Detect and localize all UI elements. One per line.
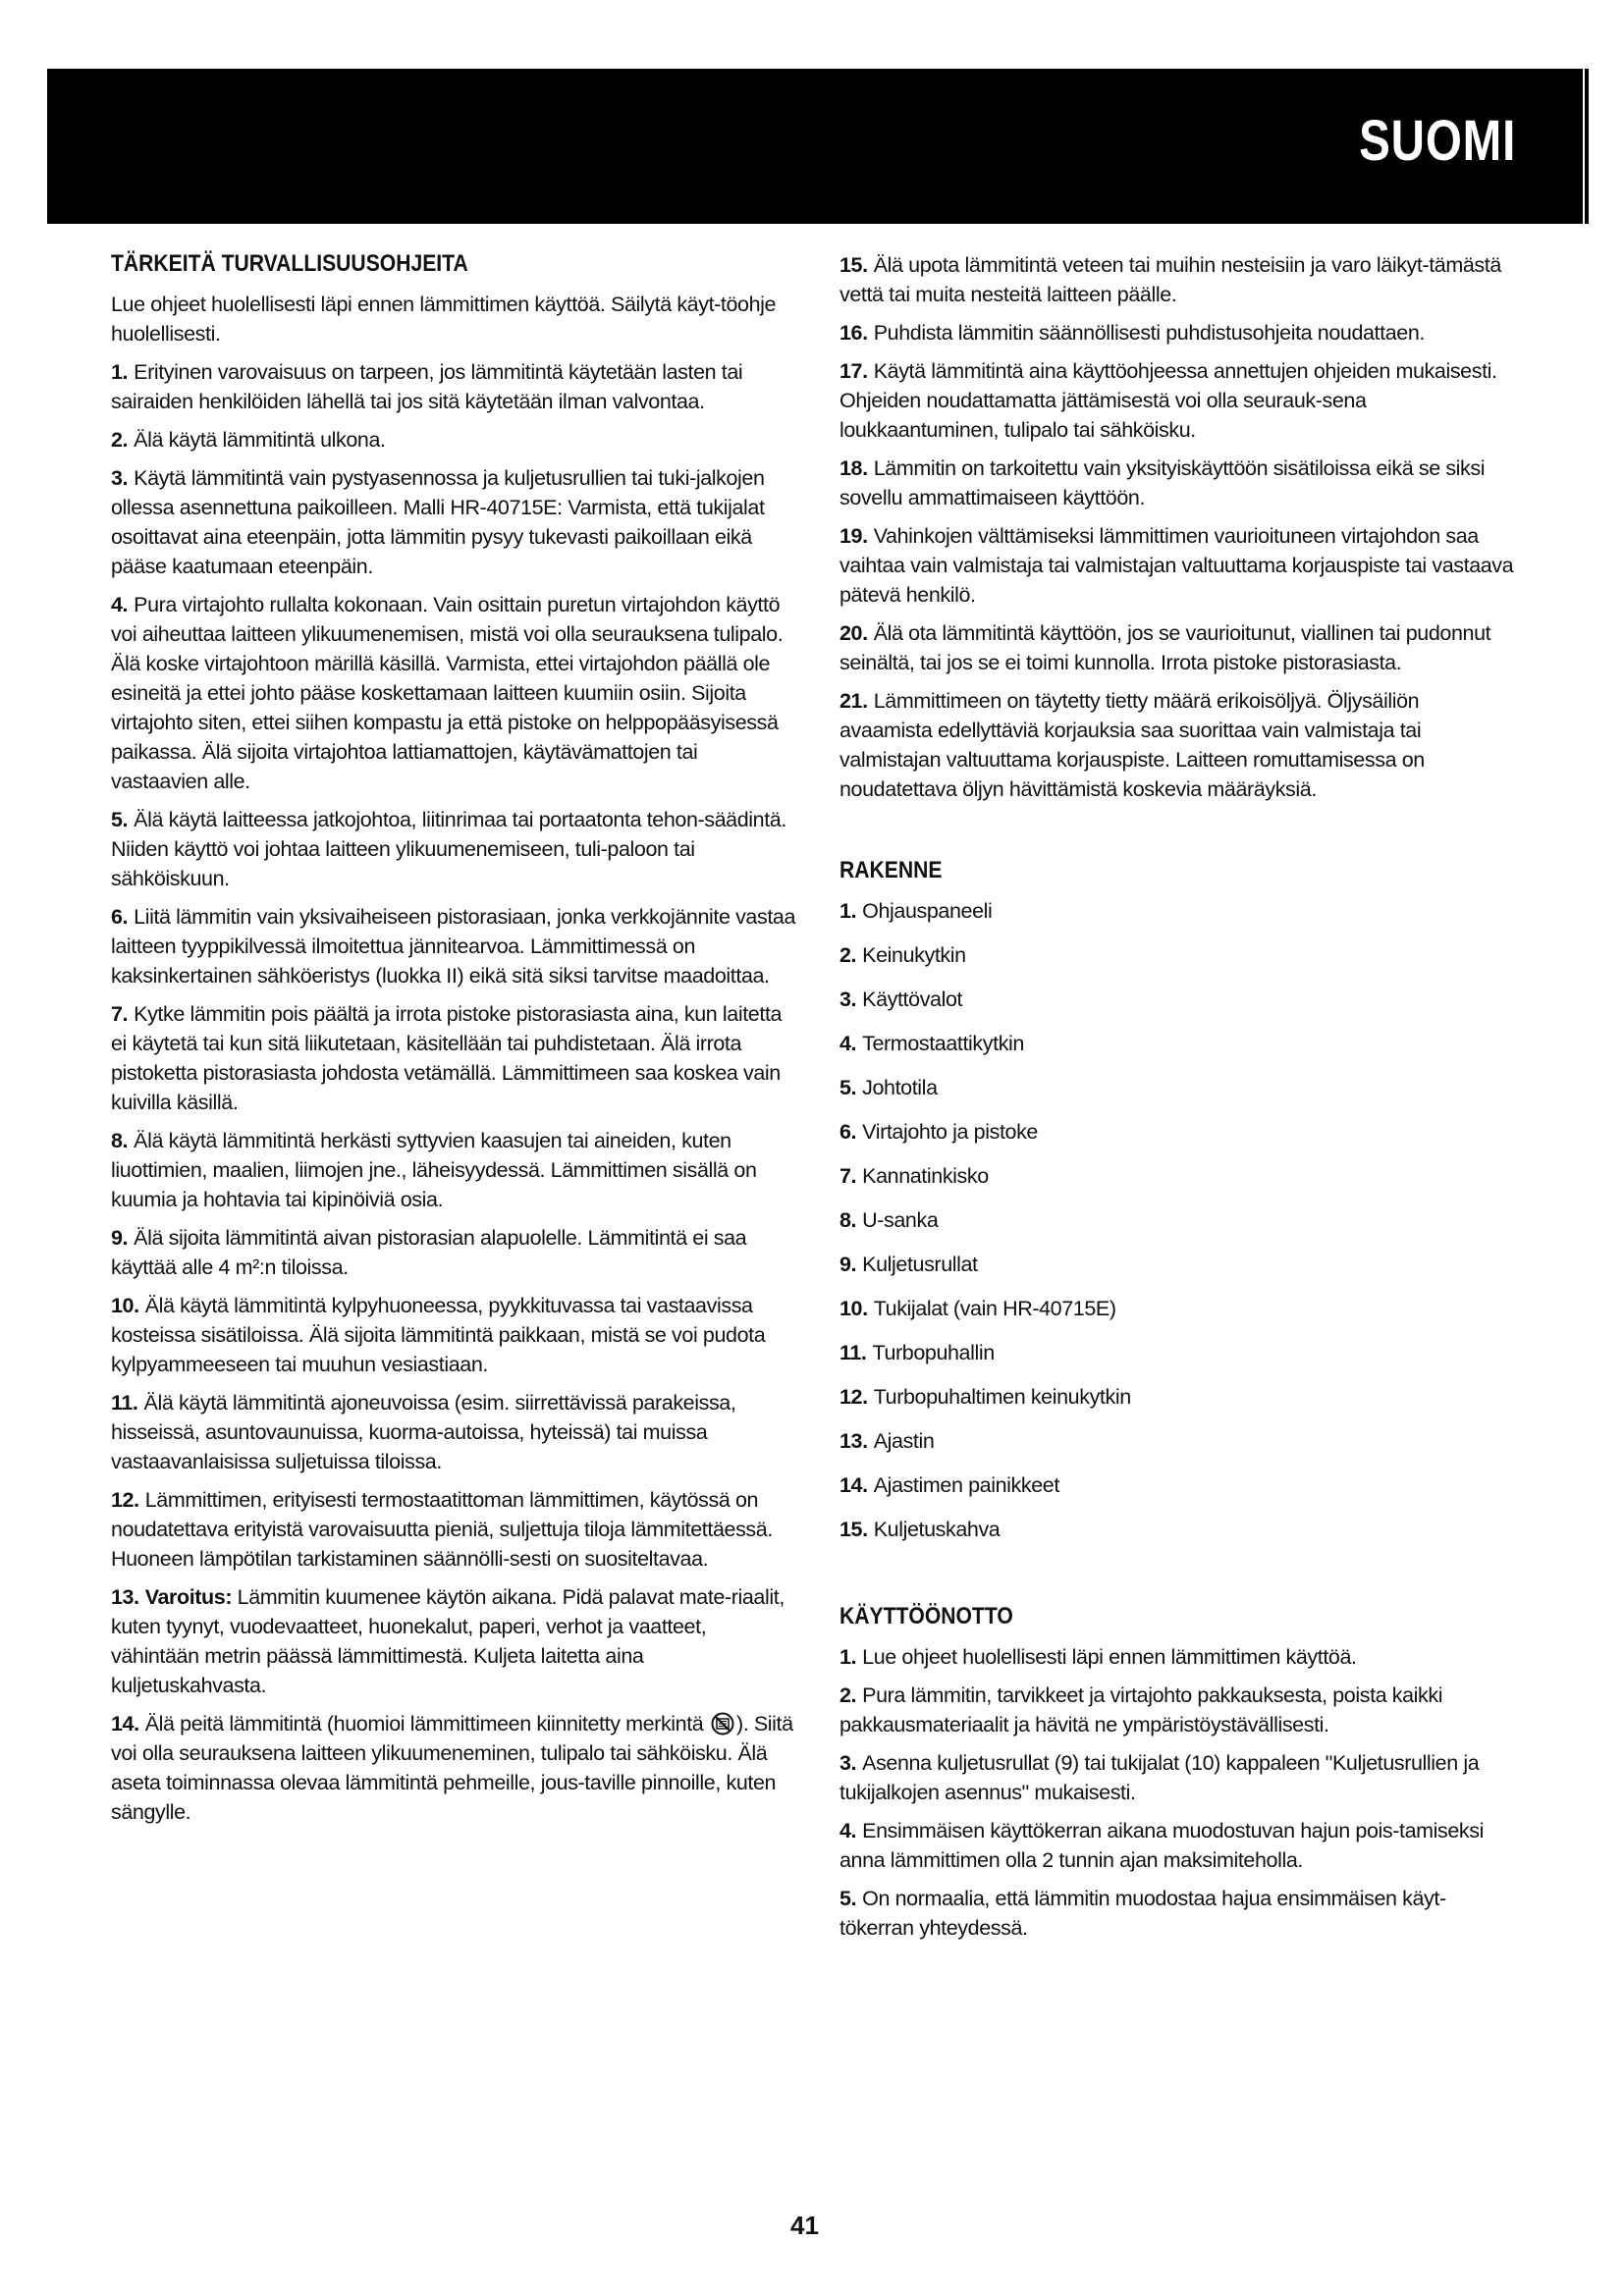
item-text: Pura lämmitin, tarvikkeet ja virtajohto pakkauksesta, poista kaikki pakkausmateriaalit ja hävitä ne ympäristöystävällisesti. xyxy=(839,1683,1443,1736)
item-text: Turbopuhallin xyxy=(872,1341,995,1364)
structure-item-3 xyxy=(839,985,1517,1014)
safety-item-3 xyxy=(111,463,798,581)
safety-item-12 xyxy=(111,1485,798,1574)
item-text: Lämmittimeen on täytetty tietty määrä erikoisöljyä. Öljysäiliön avaamista edellyttäviä korjauksia saa suorittaa vain valmistaja tai valmistajan valtuuttama korjauspiste. Laitteen romuttamisessa on noudatettava öljyn hävittämistä koskevia määräyksiä. xyxy=(839,689,1425,801)
item-text: Kuljetuskahva xyxy=(873,1518,1001,1541)
item-text: Älä sijoita lämmitintä aivan pistorasian alapuolelle. Lämmitintä ei saa käyttää alle 4 m²:n tiloissa. xyxy=(111,1226,747,1279)
structure-item-5 xyxy=(839,1073,1517,1102)
safety-item-19 xyxy=(839,521,1517,610)
section-spacer xyxy=(839,1559,1517,1603)
item-number: 5. xyxy=(839,1887,857,1910)
item-number: 8. xyxy=(839,1208,857,1232)
item-text: Älä käytä lämmitintä kylpyhuoneessa, pyykkituvassa tai vastaavissa kosteissa sisätiloissa. Älä sijoita lämmitintä paikkaan, mistä se voi pudota kylpyammeeseen tai muuhun vesiastiaan. xyxy=(111,1294,766,1376)
item-text: Asenna kuljetusrullat (9) tai tukijalat (10) kappaleen "Kuljetusrullien ja tukijalkojen asennus" mukaisesti. xyxy=(839,1751,1480,1804)
item-text: Tukijalat (vain HR-40715E) xyxy=(873,1297,1116,1320)
item-number: 7. xyxy=(111,1002,129,1026)
item-number: 3. xyxy=(839,1751,857,1775)
item-number: 16. xyxy=(839,321,868,345)
setup-item-4 xyxy=(839,1816,1517,1875)
item-text: Ensimmäisen käyttökerran aikana muodostuvan hajun pois-tamiseksi anna lämmittimen olla 2 tunnin ajan maksimiteholla. xyxy=(839,1819,1484,1872)
item-number: 13. xyxy=(839,1429,868,1453)
safety-item-15 xyxy=(839,250,1517,309)
item-number: 12. xyxy=(839,1385,868,1409)
setup-item-1 xyxy=(839,1642,1517,1672)
item-number: 1. xyxy=(111,360,129,384)
item-text: Puhdista lämmitin säännöllisesti puhdistusohjeita noudattaen. xyxy=(873,321,1425,345)
item-text: Käytä lämmitintä aina käyttöohjeessa annettujen ohjeiden mukaisesti. Ohjeiden noudattamatta jättämisestä voi olla seurauk-sena loukkaantuminen, tulipalo tai sähköisku. xyxy=(839,359,1497,442)
item-number: 9. xyxy=(839,1253,857,1276)
item-text: Kannatinkisko xyxy=(862,1164,989,1188)
item-text: Virtajohto ja pistoke xyxy=(862,1120,1038,1144)
item-number: 1. xyxy=(839,899,857,923)
item-number: 5. xyxy=(111,808,129,831)
structure-item-14 xyxy=(839,1470,1517,1500)
header-bar xyxy=(47,69,1583,224)
item-number: 8. xyxy=(111,1129,129,1152)
item-text: Pura virtajohto rullalta kokonaan. Vain osittain puretun virtajohdon käyttö voi aiheuttaa laitteen ylikuumenemisen, mistä voi olla seurauksena tulipalo. Älä koske virtajohtoon märillä käsillä. Varmista, ettei virtajohdon päällä ole esineitä ja ettei johto pääse koskettamaan laitteen kuumiin osiin. Sijoita virtajohto siten, ettei siihen kompastu ja että pistoke on helppopääsyisessä paikassa. Älä sijoita virtajohtoa lattiamattojen, käytävämattojen tai vastaavien alle. xyxy=(111,593,784,793)
item-number: 14. xyxy=(111,1712,139,1735)
item-text: Erityinen varovaisuus on tarpeen, jos lämmitintä käytetään lasten tai sairaiden henkilöiden lähellä tai jos sitä käytetään ilman valvontaa. xyxy=(111,360,743,413)
item-number: 11. xyxy=(111,1391,138,1415)
item-text: Lämmitin kuumenee käytön aikana. Pidä palavat mate-riaalit, kuten tyynyt, vuodevaatteet, huonekalut, paperi, verhot ja vaatteet, vähintään metrin päässä lämmittimestä. Kuljeta laitetta aina kuljetuskahvasta. xyxy=(111,1585,785,1697)
setup-item-5 xyxy=(839,1884,1517,1943)
item-number: 3. xyxy=(111,466,129,490)
structure-item-6 xyxy=(839,1117,1517,1147)
item-number: 2. xyxy=(111,428,129,452)
right-column xyxy=(839,250,1517,1951)
safety-heading: TÄRKEITÄ TURVALLISUUSOHJEITA xyxy=(111,250,468,277)
safety-item-14 xyxy=(111,1709,798,1827)
item-text: Käyttövalot xyxy=(862,988,963,1011)
safety-item-8 xyxy=(111,1126,798,1214)
item-text: Johtotila xyxy=(862,1076,938,1099)
item-number: 4. xyxy=(839,1032,857,1055)
item-text: Turbopuhaltimen keinukytkin xyxy=(873,1385,1131,1409)
page-number: 41 xyxy=(790,2211,819,2240)
item-text: Keinukytkin xyxy=(862,943,966,967)
item-number: 2. xyxy=(839,1683,857,1707)
item-text: Käytä lämmitintä vain pystyasennossa ja kuljetusrullien tai tuki-jalkojen ollessa asennettuna paikoilleen. Malli HR-40715E: Varmista, että tukijalat osoittavat aina eteenpäin, jotta lämmitin pysyy tukevasti paikoillaan eikä pääse kaatumaan eteenpäin. xyxy=(111,466,765,578)
item-number: 15. xyxy=(839,253,868,277)
left-column xyxy=(111,250,798,1836)
setup-heading: KÄYTTÖÖNOTTO xyxy=(839,1603,1013,1629)
safety-item-7 xyxy=(111,999,798,1117)
item-text: Vahinkojen välttämiseksi lämmittimen vaurioituneen virtajohdon saa vaihtaa vain valmistaja tai valmistajan valtuuttama korjauspiste tai vastaava pätevä henkilö. xyxy=(839,524,1514,607)
item-text-cont: ). Siitä voi olla seurauksena laitteen ylikuumeneminen, tulipalo tai sähköisku. Älä aseta toiminnassa olevaa lämmitintä pehmeille, jous-taville pinnoille, kuten sängylle. xyxy=(111,1712,793,1824)
item-number: 10. xyxy=(839,1297,868,1320)
item-number: 7. xyxy=(839,1164,857,1188)
structure-item-13 xyxy=(839,1426,1517,1456)
item-number: 9. xyxy=(111,1226,129,1250)
safety-item-4 xyxy=(111,590,798,796)
item-number: 20. xyxy=(839,621,868,645)
safety-item-9 xyxy=(111,1223,798,1282)
item-text: Lue ohjeet huolellisesti läpi ennen lämmittimen käyttöä. xyxy=(862,1645,1357,1669)
item-number: 17. xyxy=(839,359,868,383)
item-text: U-sanka xyxy=(862,1208,939,1232)
item-number: 11. xyxy=(839,1341,867,1364)
header-edge-rule xyxy=(1585,69,1589,224)
warning-label: Varoitus: xyxy=(144,1585,233,1609)
item-number: 10. xyxy=(111,1294,139,1317)
item-number: 13. xyxy=(111,1585,139,1609)
item-text: Ajastimen painikkeet xyxy=(873,1473,1059,1497)
setup-item-2 xyxy=(839,1681,1517,1739)
item-number: 5. xyxy=(839,1076,857,1099)
item-text: Älä käytä lämmitintä ulkona. xyxy=(134,428,386,452)
item-text: Älä käytä lämmitintä herkästi syttyvien kaasujen tai aineiden, kuten liuottimien, maalien, liimojen jne., läheisyydessä. Lämmittimen sisällä on kuumia ja hohtavia tai kipinöiviä osia. xyxy=(111,1129,757,1211)
safety-item-1 xyxy=(111,357,798,416)
item-text: Ohjauspaneeli xyxy=(862,899,993,923)
safety-intro: Lue ohjeet huolellisesti läpi ennen lämmittimen käyttöä. Säilytä käyt-töohje huolellisesti. xyxy=(111,293,777,346)
item-number: 19. xyxy=(839,524,868,548)
item-text: Älä peitä lämmitintä (huomioi lämmittimeen kiinnitetty merkintä xyxy=(144,1712,709,1735)
structure-item-1 xyxy=(839,896,1517,926)
item-text: Lämmittimen, erityisesti termostaatittoman lämmittimen, käytössä on noudatettava erityistä varovaisuutta pieniä, suljettuja tiloja lämmitettäessä. Huoneen lämpötilan tarkistaminen säännölli-sesti on suositeltavaa. xyxy=(111,1488,773,1571)
item-number: 2. xyxy=(839,943,857,967)
item-text: Ajastin xyxy=(873,1429,935,1453)
item-text: Älä ota lämmitintä käyttöön, jos se vaurioitunut, viallinen tai pudonnut seinältä, tai jos se ei toimi kunnolla. Irrota pistoke pistorasiasta. xyxy=(839,621,1491,674)
safety-item-10 xyxy=(111,1291,798,1379)
safety-item-20 xyxy=(839,618,1517,677)
item-number: 4. xyxy=(111,593,129,616)
safety-item-16 xyxy=(839,318,1517,347)
setup-item-3 xyxy=(839,1748,1517,1807)
item-number: 6. xyxy=(839,1120,857,1144)
item-text: Älä upota lämmitintä veteen tai muihin nesteisiin ja varo läikyt-tämästä vettä tai muita nesteitä laitteen päälle. xyxy=(839,253,1501,306)
item-text: Lämmitin on tarkoitettu vain yksityiskäyttöön sisätiloissa eikä se siksi sovellu ammattimaiseen käyttöön. xyxy=(839,456,1486,509)
structure-item-11 xyxy=(839,1338,1517,1367)
safety-item-13 xyxy=(111,1582,798,1700)
do-not-cover-icon xyxy=(711,1712,734,1735)
language-title: SUOMI xyxy=(1358,109,1516,173)
item-number: 1. xyxy=(839,1645,857,1669)
item-number: 21. xyxy=(839,689,868,713)
item-text: Älä käytä lämmitintä ajoneuvoissa (esim. siirrettävissä parakeissa, hisseissä, asuntovaunuissa, kuorma-autoissa, hyteissä) tai muissa vastaavanlaisissa suljetuissa tiloissa. xyxy=(111,1391,736,1473)
section-spacer xyxy=(839,813,1517,857)
item-number: 6. xyxy=(111,905,129,929)
structure-item-8 xyxy=(839,1205,1517,1235)
item-text: Kytke lämmitin pois päältä ja irrota pistoke pistorasiasta aina, kun laitetta ei käytetä tai kun sitä liikutetaan, käsitellään tai puhdistetaan. Älä irrota pistoketta pistorasiasta johdosta vetämällä. Lämmittimeen saa koskea vain kuivilla käsillä. xyxy=(111,1002,783,1114)
item-text: Liitä lämmitin vain yksivaiheiseen pistorasiaan, jonka verkkojännite vastaa laitteen tyyppikilvessä ilmoitettua jännitearvoa. Lämmittimessä on kaksinkertainen sähköeristys (luokka II) eikä sitä siksi tarvitse maadoittaa. xyxy=(111,905,796,988)
safety-item-5 xyxy=(111,805,798,893)
structure-item-7 xyxy=(839,1161,1517,1191)
item-number: 18. xyxy=(839,456,868,480)
item-text: Termostaattikytkin xyxy=(862,1032,1024,1055)
structure-item-2 xyxy=(839,940,1517,970)
safety-item-2 xyxy=(111,425,798,454)
structure-heading: RAKENNE xyxy=(839,857,943,883)
item-number: 15. xyxy=(839,1518,868,1541)
item-text: Älä käytä laitteessa jatkojohtoa, liitinrimaa tai portaatonta tehon-säädintä. Niiden käyttö voi johtaa laitteen ylikuumenemiseen, tuli-paloon tai sähköiskuun. xyxy=(111,808,786,890)
item-text: Kuljetusrullat xyxy=(862,1253,978,1276)
safety-item-18 xyxy=(839,454,1517,512)
item-text: On normaalia, että lämmitin muodostaa hajua ensimmäisen käyt-tökerran yhteydessä. xyxy=(839,1887,1446,1940)
structure-item-15 xyxy=(839,1515,1517,1544)
safety-item-21 xyxy=(839,686,1517,804)
structure-item-9 xyxy=(839,1250,1517,1279)
item-number: 12. xyxy=(111,1488,139,1512)
structure-item-12 xyxy=(839,1382,1517,1412)
safety-item-17 xyxy=(839,356,1517,445)
structure-item-10 xyxy=(839,1294,1517,1323)
item-number: 4. xyxy=(839,1819,857,1842)
safety-item-11 xyxy=(111,1388,798,1476)
safety-item-6 xyxy=(111,902,798,990)
structure-item-4 xyxy=(839,1029,1517,1058)
item-number: 14. xyxy=(839,1473,868,1497)
item-number: 3. xyxy=(839,988,857,1011)
